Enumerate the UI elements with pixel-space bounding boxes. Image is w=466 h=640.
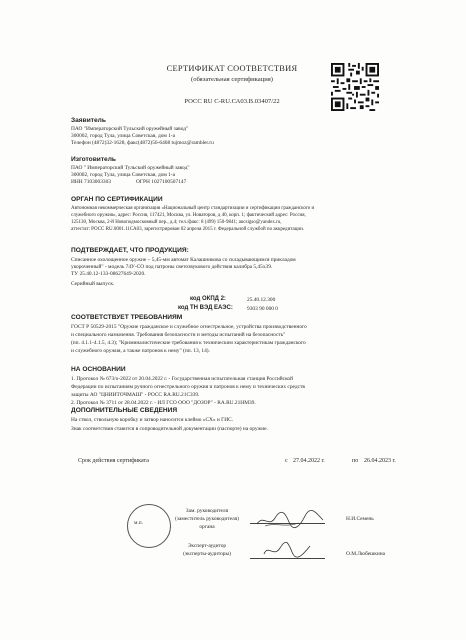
additional-line: На ствол, ствольную коробку и затвор наносится клеймо «СХ» и ГИС. [71,417,234,423]
tnved-label: код ТН ВЭД ЕАЭС: [178,305,233,311]
additional-heading: ДОПОЛНИТЕЛЬНЫЕ СВЕДЕНИЯ [71,407,178,414]
certification-body-line: аттестат: РОСС RU.0001.11СА03, зарегистрирован 02 апреля 2015 г. Федеральной службой по аккредитации. [71,227,305,232]
head-role: Зам. руководителя [185,508,229,514]
validity-from-date: 27.04.2022 г. [293,458,325,464]
certification-body-line: Автономная некоммерческая организация «Национальный центр стандартизации и сертификации гражданского и [71,206,315,211]
product-line: Списанное охолощенное оружие – 5,45-мм автомат Калашникова со складывающимся прикладом [71,257,296,263]
certificate-number: РОСС RU C-RU.СА03.В.03407/22 [184,98,280,105]
basis-line: 2. Протокол № 3711 от 28.04.2022 г. - ИЛ ГСО ООО "ДОЗОР" - RA.RU.21НМ39. [71,400,256,406]
tnved-value: 9303 90 000 0 [247,306,278,312]
validity-to-date: 26.04.2023 г. [364,458,396,464]
product-heading: ПОДТВЕРЖДАЕТ, ЧТО ПРОДУКЦИЯ: [71,247,189,254]
validity-to-prefix: по [352,458,359,464]
manufacturer-line: 300002, город Тула, улица Советская, дом 1-а [71,172,175,178]
requirements-heading: СООТВЕТСТВУЕТ ТРЕБОВАНИЯМ [71,314,183,321]
applicant-line: Телефон (4872)32-1628, факс(4872)56-6468 tujmoz@rambler.ru [71,140,214,146]
expert-role: (эксперты-аудиторы) [183,551,231,557]
product-line: укороченный" - модель 74У-СО под патроны светозвукового действия калибра 5,45х39. [71,264,273,270]
certification-body-line: 125130, Москва, 2-й Новоподмосковный пер., д.4; тел./факс: 8 (499) 150-9841; ancsigso@yandex.ru, [71,220,282,225]
expert-signature [262,540,312,560]
certificate-subtitle: (обязательная сертификация) [191,76,273,83]
applicant-line: 300002, город Тула, улица Советская, дом 1-а [71,133,175,139]
head-role: (заместитель руководителя) [175,516,239,522]
manufacturer-heading: Изготовитель [71,156,116,163]
product-line: Серийный выпуск. [71,281,115,287]
head-role: органа [199,524,215,530]
head-name: Н.И.Семень [346,516,374,522]
expert-name: О.М.Любешкина [346,551,386,557]
certificate-title: СЕРТИФИКАТ СООТВЕТСТВИЯ [166,64,298,73]
qr-code-icon [331,63,379,111]
okpd-label: код ОКПД 2: [190,296,226,302]
certification-body-line: служебного оружия», адрес: Россия, 117421, Москва, ул. Новаторов, д 40, корп. 1; фактический адрес: Россия, [71,213,306,218]
head-signature [255,508,325,532]
basis-line: Федерации по испытаниям ручного огнестрельного оружия и патронов к нему и технических средств [71,384,305,390]
manufacturer-inn: ИНН 7103003303 [71,179,111,185]
applicant-line: ПАО "Императорский Тульский оружейный завод" [71,126,189,132]
seal-stamp [127,504,171,548]
validity-label: Срок действия сертификата [78,458,149,464]
basis-heading: НА ОСНОВАНИИ [71,366,126,373]
expert-role: Эксперт-аудитор [187,543,227,549]
requirements-line: ГОСТ Р 50529-2015 "Оружие гражданское и служебное огнестрельное, устройства производственного [71,324,307,330]
requirements-line: и специального назначения. Требования безопасности и методы испытаний на безопасность" [71,332,286,338]
basis-line: 1. Протокол № 673/о-2022 от 20.04.2022 г. - Государственная испытательная станция Российской [71,376,293,382]
requirements-line: и служебного оружия, а также патронов к нему" (пп. 13, 14). [71,348,210,354]
manufacturer-ogrn: ОГРН 1027100507147 [136,179,187,185]
requirements-line: (пп. 4.1.1-4.1.5, 4.3); "Криминалистические требования к техническим характеристикам гражданского [71,340,306,346]
product-line: ТУ 25.40.12-133-08627649-2020. [71,271,146,277]
basis-line: защиты АО "ЦНИИТОЧМАШ" - РОСС RA.RU.21СЗ39. [71,392,200,398]
seal-label: м.п. [134,520,143,526]
okpd-value: 25.40.12.300 [247,297,276,303]
validity-from-prefix: с [285,458,288,464]
additional-line: Знак соответствия ставится в сопроводительной документации (паспорте) на оружие. [71,426,268,432]
manufacturer-line: ПАО " Императорский Тульский оружейный завод" [71,165,190,171]
certification-body-heading: ОРГАН ПО СЕРТИФИКАЦИИ [71,196,163,203]
applicant-heading: Заявитель [71,117,106,124]
